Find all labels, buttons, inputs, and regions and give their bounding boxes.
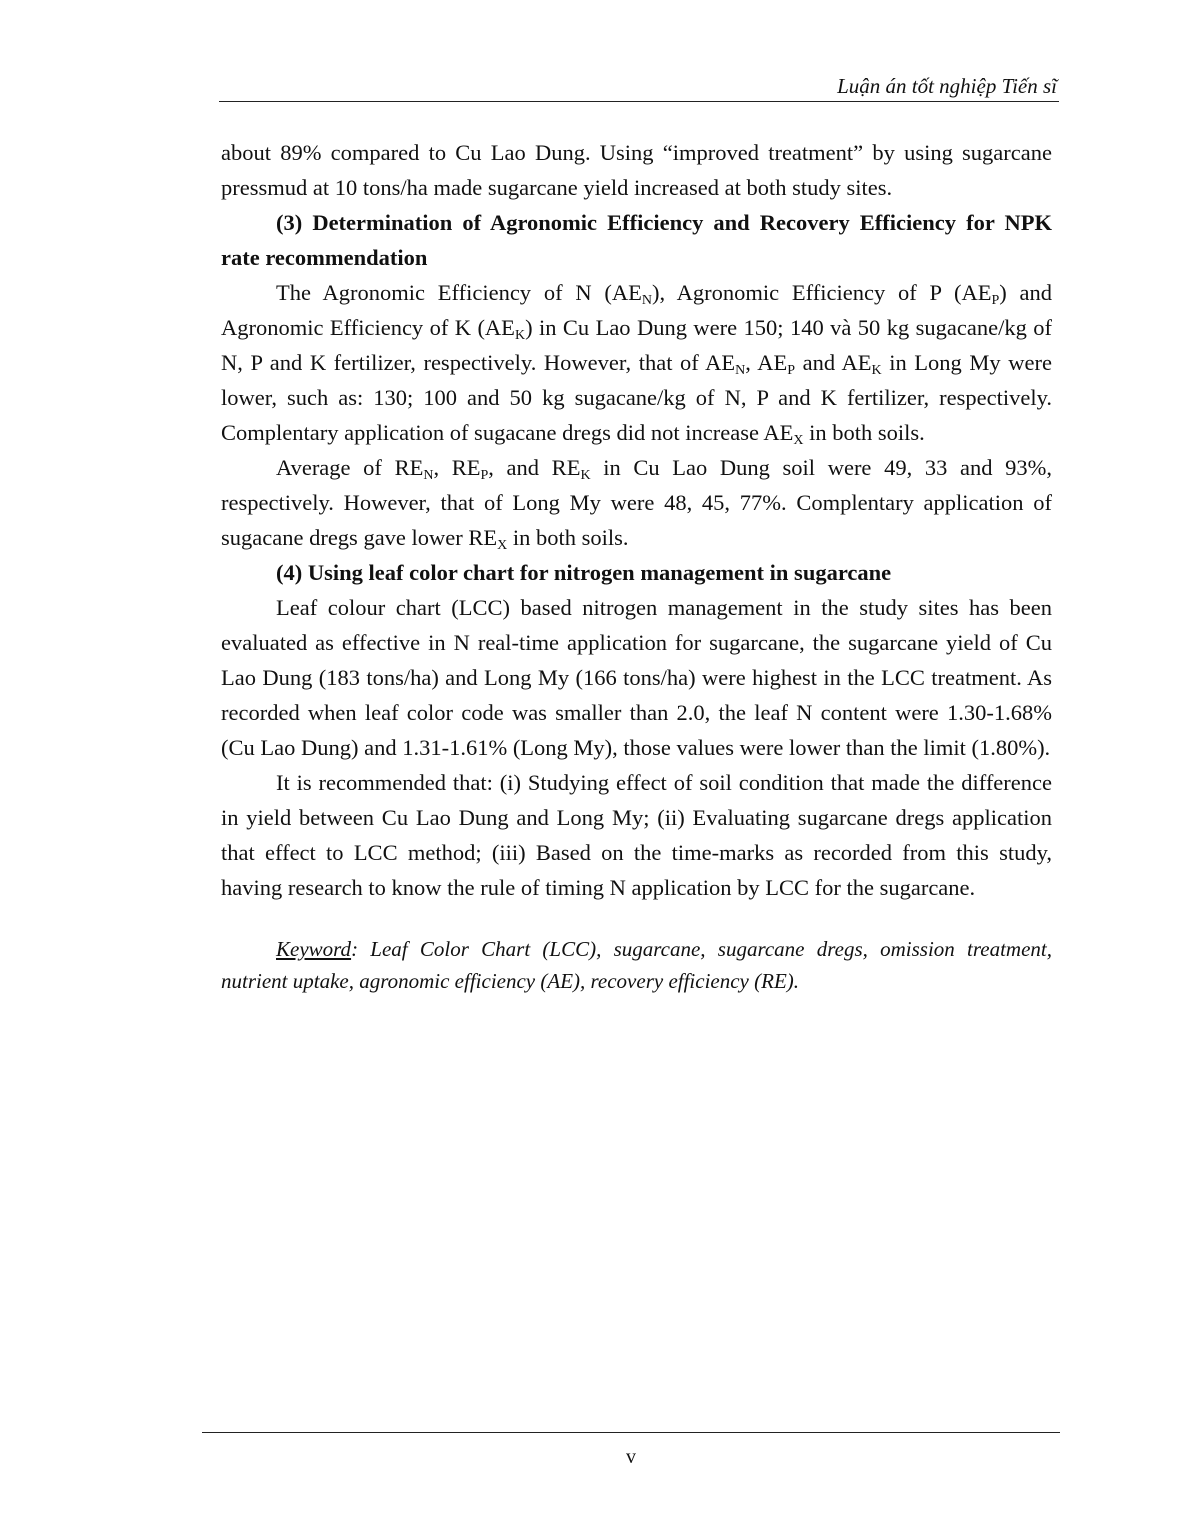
paragraph-lcc-management: Leaf colour chart (LCC) based nitrogen management in the study sites has been evaluated as effective in N real-time application for sugarcane, the sugarcane yield of Cu Lao Dung (183 tons/ha) and Long My (166 tons/ha) were highest in the LCC treatment. As recorded when leaf color code was smaller than 2.0, the leaf N content were 1.30-1.68% (Cu Lao Dung) and 1.31-1.61% (Long My), those values were lower than the limit (1.80%). (221, 595, 1052, 760)
paragraph-recommendations: It is recommended that: (i) Studying effect of soil condition that made the difference in yield between Cu Lao Dung and Long My; (ii) Evaluating sugarcane dregs application that effect to LCC method; (iii) Based on the time-marks as recorded from this study, having research to know the rule of timing N application by LCC for the sugarcane. (221, 770, 1052, 900)
paragraph-yield-summary: about 89% compared to Cu Lao Dung. Using “improved treatment” by using sugarcane pressmud at 10 tons/ha made sugarcane yield increased at both study sites. (221, 140, 1052, 200)
page-number: v (626, 1446, 636, 1468)
keyword-list: : Leaf Color Chart (LCC), sugarcane, sugarcane dregs, omission treatment, nutrient uptake, agronomic efficiency (AE), recovery efficiency (RE). (221, 937, 1052, 993)
section-heading-3: (3) Determination of Agronomic Efficiency and Recovery Efficiency for NPK rate recommendation (221, 210, 1052, 270)
paragraph-agronomic-efficiency: The Agronomic Efficiency of N $(AE_N)$, Agronomic Efficiency of P $(AE_P)$ and Agronomic Efficiency of K $(AE_K)$ in Cu Lao Dung were 150; 140 và 50 kg sugacane/kg of N, P and K fertilizer, respectively. However, that of $AE_N$, $AE_P$ and $AE_K$ in Long My were lower, such as: 130; 100 and 50 kg sugacane/kg of N, P and K fertilizer, respectively. Complentary application of sugacane dregs did not increase $AE_X$ in both soils. (221, 280, 1052, 448)
footer-divider (202, 1432, 1060, 1433)
page-body (221, 135, 1052, 997)
section-heading-4: (4) Using leaf color chart for nitrogen management in sugarcane (276, 560, 892, 585)
running-header: Luận án tốt nghiệp Tiến sĩ (837, 74, 1057, 98)
header-divider (219, 101, 1059, 102)
keyword-label: Keyword (276, 937, 352, 961)
keywords-line (221, 933, 1052, 997)
paragraph-recovery-efficiency: Average of $RE_N$, $RE_P$, and $RE_K$ in Cu Lao Dung soil were 49, 33 and 93%, respectively. However, that of Long My were 48, 45, 77%. Complentary application of sugacane dregs gave lower $RE_X$ in both soils. (221, 455, 1052, 553)
